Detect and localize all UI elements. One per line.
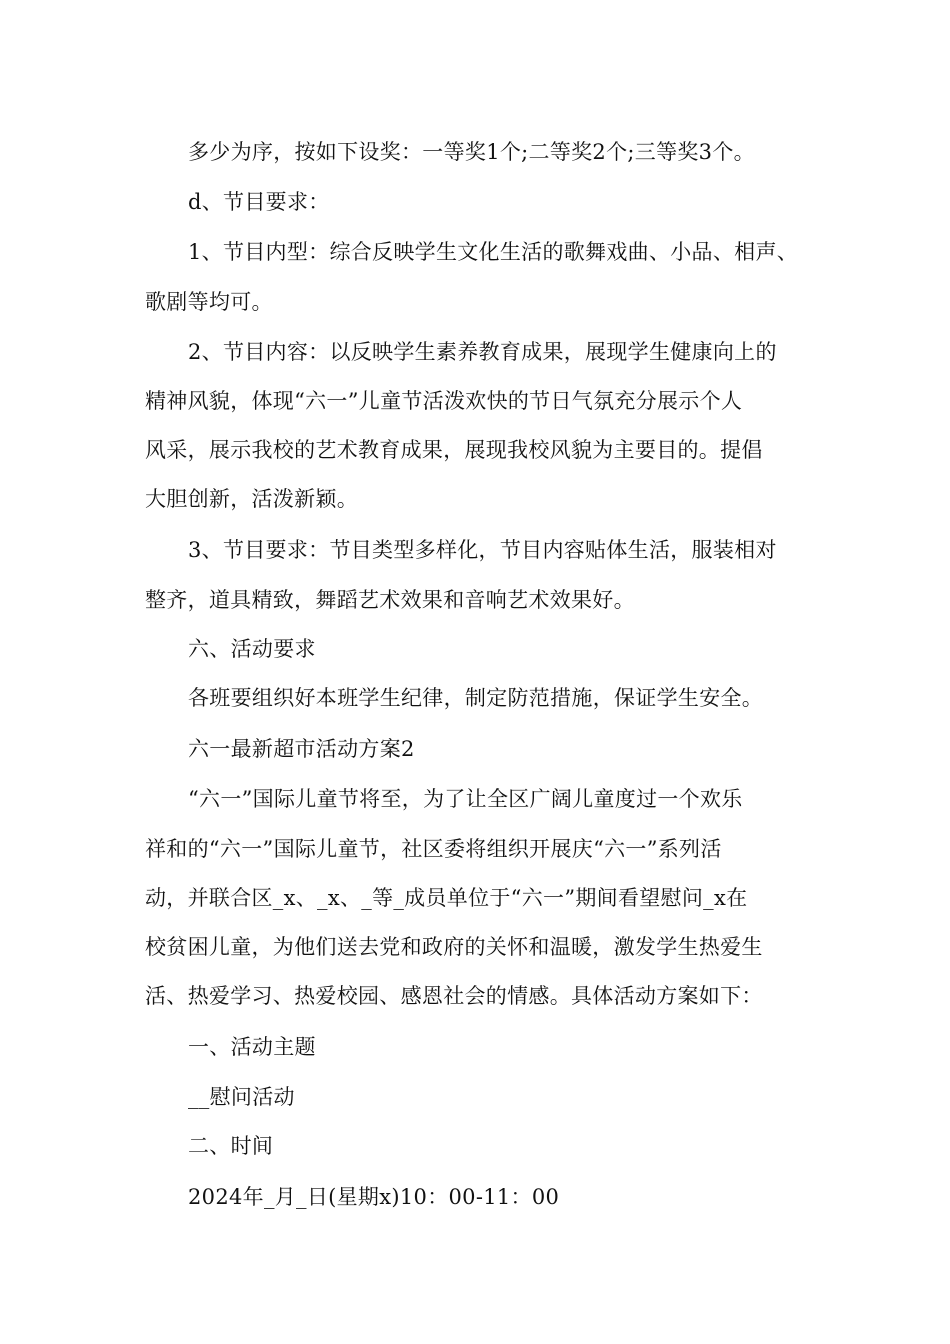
paragraph-line: 精神风貌，体现“六一”儿童节活泼欢快的节日气氛充分展示个人: [145, 389, 743, 413]
paragraph-line: 2、节目内容：以反映学生素养教育成果，展现学生健康向上的: [188, 340, 777, 364]
paragraph-line: 2024年_月_日(星期x)10：00-11：00: [188, 1185, 560, 1209]
paragraph-line: 风采，展示我校的艺术教育成果，展现我校风貌为主要目的。提倡: [145, 438, 763, 462]
section-heading: 六、活动要求: [188, 637, 316, 661]
paragraph-line: 祥和的“六一”国际儿童节，社区委将组织开展庆“六一”系列活: [145, 837, 722, 861]
document-subtitle: 六一最新超市活动方案2: [188, 737, 415, 761]
paragraph-line: 校贫困儿童，为他们送去党和政府的关怀和温暖，激发学生热爱生: [145, 935, 763, 959]
paragraph-line: 整齐，道具精致，舞蹈艺术效果和音响艺术效果好。: [145, 588, 635, 612]
section-heading: 一、活动主题: [188, 1035, 316, 1059]
paragraph-line: 活、热爱学习、热爱校园、感恩社会的情感。具体活动方案如下：: [145, 984, 763, 1008]
paragraph-line: 各班要组织好本班学生纪律，制定防范措施，保证学生安全。: [188, 686, 764, 710]
paragraph-line: “六一”国际儿童节将至，为了让全区广阔儿童度过一个欢乐: [188, 787, 743, 811]
paragraph-line: 动，并联合区_x、_x、_等_成员单位于“六一”期间看望慰问_x在: [145, 886, 748, 910]
paragraph-line: 歌剧等均可。: [145, 290, 273, 314]
paragraph-line: 3、节目要求：节目类型多样化，节目内容贴体生活，服装相对: [188, 538, 777, 562]
section-heading: 二、时间: [188, 1134, 274, 1158]
paragraph-line: __慰问活动: [188, 1085, 295, 1109]
paragraph-line: 1、节目内型：综合反映学生文化生活的歌舞戏曲、小品、相声、: [188, 240, 799, 264]
paragraph-line: 多少为序，按如下设奖：一等奖1个;二等奖2个;三等奖3个。: [188, 140, 755, 164]
paragraph-line: d、节目要求：: [188, 190, 330, 214]
paragraph-line: 大胆创新，活泼新颖。: [145, 487, 358, 511]
